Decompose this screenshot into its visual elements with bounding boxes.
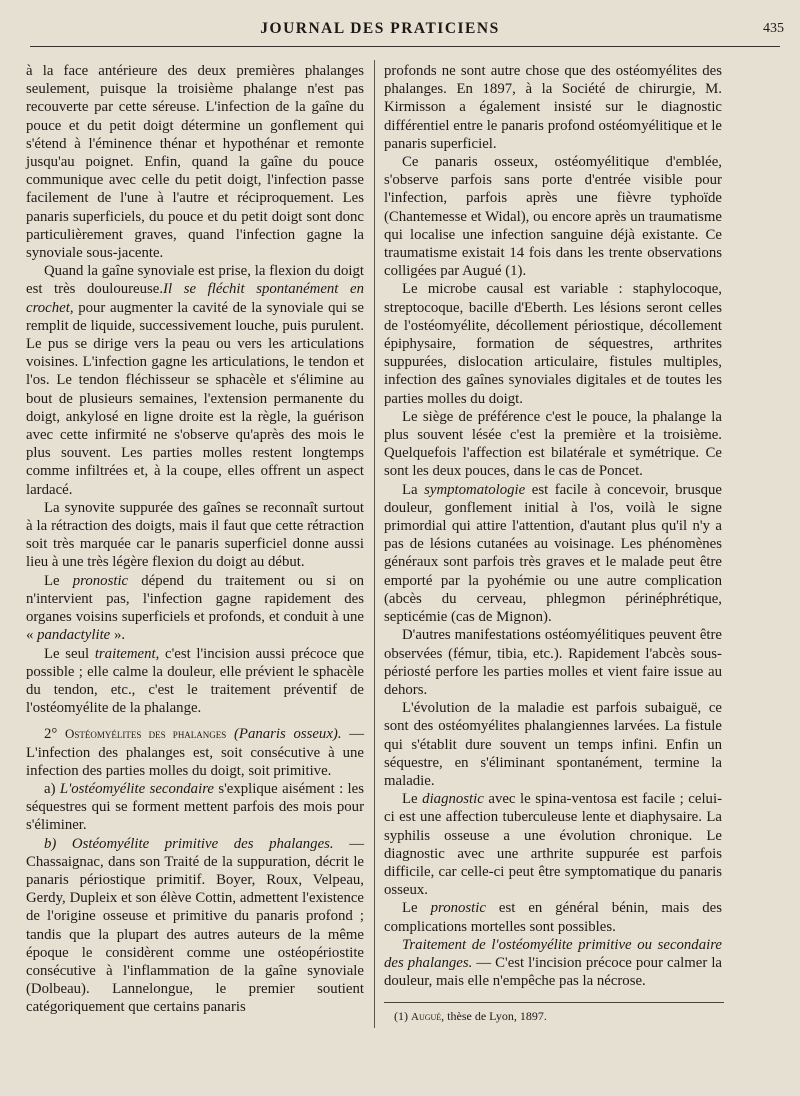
italic-run: L'ostéomyélite secondaire (59, 780, 214, 797)
paragraph (384, 899, 722, 935)
text-run: — C'est l'incision précoce pour calmer la douleur, mais elle n'empêche pas la nécrose. (384, 954, 723, 990)
text-run: Le (44, 572, 73, 589)
text-run: Le (402, 791, 423, 808)
paragraph (384, 936, 722, 991)
paragraph: Le siège de préférence c'est le pouce, la phalange la plus souvent lésée c'est la première et la troisième. Quelquefois l'affection est bilatérale et symétrique. Ce sont les deux pouces, dans le cas de Poncet. (384, 408, 722, 480)
section-heading (26, 725, 364, 780)
header-rule (30, 46, 780, 47)
italic-run: pandactylite (37, 627, 111, 644)
text-run: — Chassaignac, dans son Traité de la suppuration, décrit le panaris périostique primitif. Boyer, Roux, Velpeau, Gerdy, Dupleix et son élève Cottin, admettent l'existence de l'origine osseuse et primitive du panaris profond ; tandis que la plupart des autres auteurs de la même époque le considèrent comme une ostéopériostite consécutive à l'inflammation de la gaîne synoviale (Dolbeau). Lannelongue, le premier soutient catégoriquement que certains panaris (26, 835, 364, 1016)
italic-run: diagnostic (422, 791, 484, 808)
text-run: La (402, 481, 425, 498)
text-run: est en général bénin, mais des complications mortelles sont possibles. (384, 900, 722, 935)
italic-run: Traitement de l'ostéomyélite primitive ou secondaire des phalanges. (384, 936, 722, 971)
paragraph (26, 780, 364, 835)
paragraph: profonds ne sont autre chose que des ostéomyélites des phalanges. En 1897, à la Société de chirurgie, M. Kirmisson a également insisté sur le diagnostic différentiel entre le panaris profond ostéomyélitique et le panaris superficiel. (384, 63, 722, 152)
text-run: , c'est l'incision aussi précoce que possible ; elle calme la douleur, elle prévient le sphacèle du tendon, etc., c'est le traitement préventif de l'ostéomyélite de la phalange. (26, 645, 365, 717)
text-run: avec le spina-ventosa est facile ; celui-ci est une affection tuberculeuse lente et diaphysaire. La syphilis osseuse a une évolution chronique. Le diagnostic avec une arthrite suppurée est parfois difficile, car celle-ci peut être symptomatique du panaris osseux. (384, 791, 722, 899)
footnote-author: Augué (411, 1011, 442, 1024)
paragraph: à la face antérieure des deux premières phalanges seulement, puisque la troisième phalange n'est pas recouverte par cette séreuse. L'infection de la gaîne du pouce et du petit doigt détermine un gonflement qui s'étend à l'éminence thénar et hypothénar et remonte jusqu'au poignet. Enfin, quand la gaîne du pouce communique avec celle du petit doigt, l'infection passe facilement de l'une à l'autre et réciproquement. Les panaris superficiels, du pouce et du petit doigt sont donc particulièrement graves, quand l'infection gagne la synoviale sous-jacente. (26, 63, 364, 262)
paragraph: L'évolution de la maladie est parfois subaiguë, ce sont des ostéomyélites phalangiennes larvées. La fistule qui s'établit dure souvent un temps infini. Enfin un séquestre, en s'éliminant spontanément, termine la maladie. (384, 700, 722, 789)
paragraph (26, 572, 364, 645)
footnote-number: (1) (394, 1009, 411, 1024)
item-label: b) (44, 835, 72, 852)
paragraph: La synovite suppurée des gaînes se reconnaît surtout à la rétraction des doigts, mais il faut que cette rétraction soit très marquée car le panaris superficiel donne aussi lieu à une très légère flexion du doigt au début. (26, 499, 364, 571)
paragraph (26, 645, 364, 718)
left-column (26, 62, 364, 1017)
italic-run: (Panaris osseux). (233, 726, 342, 743)
page-header (0, 18, 800, 42)
text-run: Le seul (44, 645, 95, 662)
item-label: a) (44, 780, 60, 797)
italic-run: pronostic (430, 900, 486, 917)
text-run: pour augmenter la cavité de la synoviale qui se remplit de liquide, successivement louche, puis purulent. Le pus se dirige vers la peau ou vers les articulations voisines. L'infection gagne les articulations, le tendon et l'os. Le tendon fléchisseur se sphacèle et s'élimine au bout de plusieurs semaines, l'extension permanente du doigt, ankylosé en ligne droite est la règle, la guérison avec cette infirmité ne s'observe qu'après des mois le plus souvent. Les parties molles restent longtemps comme infiltrées et, à la coupe, elles offrent un aspect lardacé. (26, 299, 364, 498)
paragraph (384, 481, 722, 627)
paragraph (26, 262, 364, 499)
text-run: — L'infection des phalanges est, soit consécutive à une infection des parties molles du doigt, soit primitive. (26, 726, 364, 779)
italic-run: Ostéomyélite primitive des phalanges. (71, 835, 334, 852)
right-column (384, 62, 722, 1025)
italic-run: Il se fléchit spontanément en crochet, (26, 281, 364, 316)
section-number: 2° (44, 726, 65, 743)
text-run: , thèse de Lyon, 1897. (441, 1009, 547, 1024)
paragraph (26, 835, 364, 1017)
footnote (384, 1009, 722, 1025)
italic-run: pronostic (72, 572, 129, 589)
text-run: ». (110, 627, 126, 644)
running-title: JOURNAL DES PRATICIENS (260, 20, 500, 37)
paragraph: D'autres manifestations ostéomyélitiques peuvent être observées (fémur, tibia, etc.). Rapidement l'abcès sous-périosté perfore les parties molles et vient faire issue au dehors. (384, 627, 722, 698)
text-run: s'explique aisément : les séquestres qui se forment mettent parfois des mois pour s'éliminer. (26, 780, 364, 834)
footnote-rule (384, 1002, 724, 1003)
page-number: 435 (763, 21, 784, 36)
paragraph: Ce panaris osseux, ostéomyélitique d'emblée, s'observe parfois sans porte d'entrée visible pour l'infection, parfois après une fièvre typhoïde (Chantemesse et Widal), ou encore après un traumatisme qui localise une infection sanguine déjà existante. Ce traumatisme existait 14 fois dans les trente observations colligées par Augué (1). (384, 154, 722, 280)
italic-run: symptomatologie (424, 481, 526, 498)
text-run: Quand la gaîne synoviale est prise, la flexion du doigt est très douloureuse. (26, 263, 364, 298)
paragraph (384, 790, 722, 899)
column-divider (374, 60, 375, 1028)
text-run: dépend du traitement ou si on n'intervient pas, l'infection gagne rapidement des organes voisins superficiels et profonds, et conduit à une « (26, 572, 364, 644)
text-run: Le (402, 900, 431, 917)
paragraph: Le microbe causal est variable : staphylocoque, streptocoque, bacille d'Eberth. Les lésions seront celles de l'ostéomyélite, décollement périostique, décollement épiphysaire, formation de séquestres, arthrites suppurées, dislocation articulaire, fistules multiples, infection des gaînes synoviales digitales et de toutes les parties molles du doigt. (384, 281, 722, 407)
section-title: Ostéomyélites des phalanges (64, 726, 227, 742)
italic-run: traitement (94, 645, 156, 662)
text-run: est facile à concevoir, brusque douleur, gonflement initial à l'os, voilà le signe primordial qui attire l'attention, d'autant plus qu'il n'y a pas de lésions cutanées au voisinage. Les phénomènes généraux sont parfois très graves et le malade peut être emporté par la pyohémie ou une autre complication (abcès du cerveau, phlegmon périnéphrétique, septicémie (cas de Mignon). (384, 481, 722, 626)
